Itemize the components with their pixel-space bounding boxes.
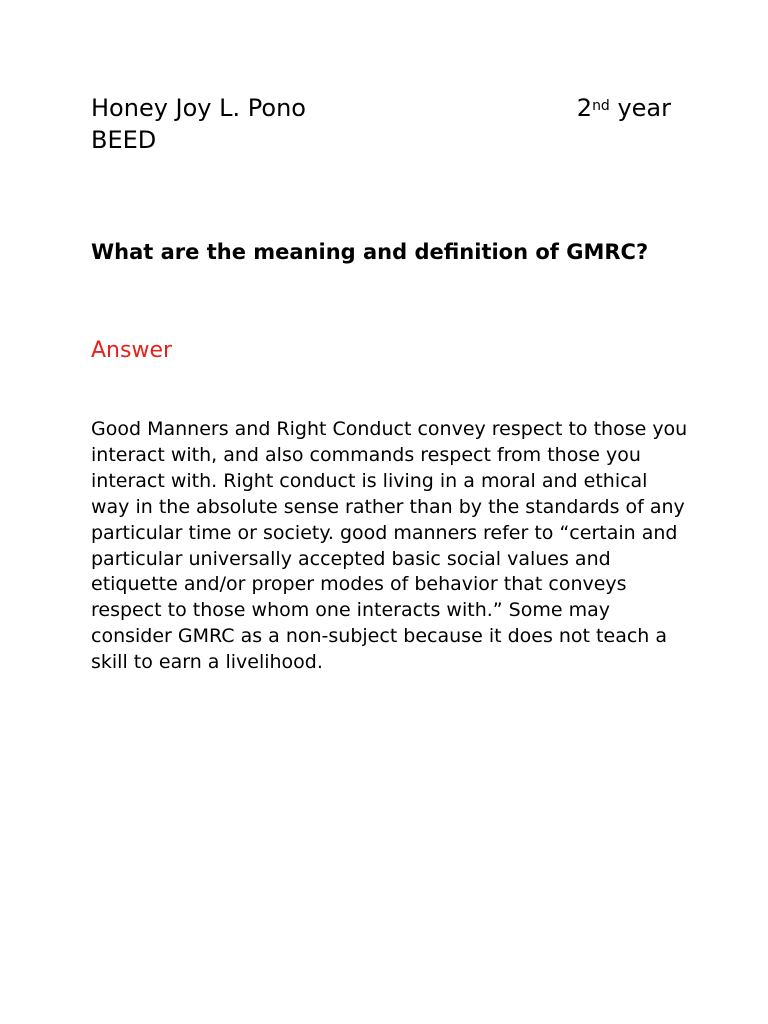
answer-label: Answer	[91, 338, 173, 363]
question-heading: What are the meaning and definition of GMRC?	[91, 240, 649, 264]
course-name: BEED	[91, 126, 157, 154]
year-word: year	[609, 94, 671, 122]
year-ordinal-suffix: nd	[592, 98, 610, 114]
author-name: Honey Joy L. Pono	[91, 94, 306, 122]
year-number: 2	[576, 94, 593, 122]
answer-paragraph: Good Manners and Right Conduct convey respect to those you interact with, and also commands respect from those you interact with. Right conduct is living in a moral and ethical way in the absolute sense rather than by the standards of any particular time or society. good manners refer to “certain and particular universally accepted basic social values and etiquette and/or proper modes of behavior that conveys respect to those whom one interacts with.” Some may consider GMRC as a non-subject because it does not teach a skill to earn a livelihood.	[91, 418, 688, 674]
year-level	[577, 92, 671, 124]
